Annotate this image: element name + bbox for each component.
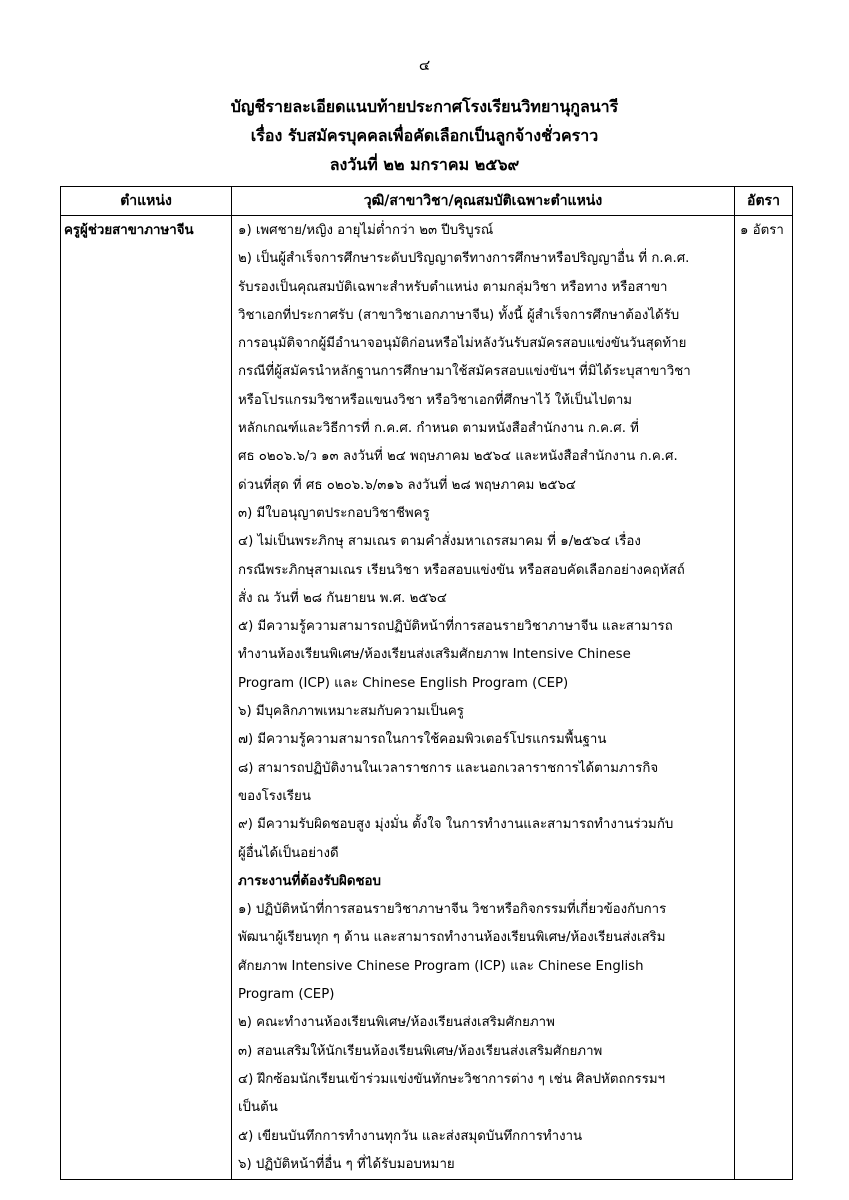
- qualification-line: ๒) เป็นผู้สำเร็จการศึกษาระดับปริญญาตรีทางการศึกษาหรือปริญญาอื่น ที่ ก.ค.ศ.: [238, 251, 690, 267]
- qualifications-cell: [232, 216, 735, 1180]
- qualification-line: ๙) มีความรับผิดชอบสูง มุ่งมั่น ตั้งใจ ในการทำงานและสามารถทำงานร่วมกับ: [238, 817, 674, 833]
- duty-line: Program (CEP): [238, 987, 335, 1003]
- qualification-line: สั่ง ณ วันที่ ๒๘ กันยายน พ.ศ. ๒๕๖๔: [238, 590, 447, 606]
- duties-title: ภาระงานที่ต้องรับผิดชอบ: [238, 873, 381, 889]
- qualification-line: ของโรงเรียน: [238, 788, 311, 804]
- qualification-line: วิชาเอกที่ประกาศรับ (สาขาวิชาเอกภาษาจีน) ทั้งนี้ ผู้สำเร็จการศึกษาต้องได้รับ: [238, 307, 680, 323]
- qualification-line: ทำงานห้องเรียนพิเศษ/ห้องเรียนส่งเสริมศักยภาพ Intensive Chinese: [238, 647, 631, 663]
- position-cell: ครูผู้ช่วยสาขาภาษาจีน: [61, 216, 232, 1180]
- qualification-line: Program (ICP) และ Chinese English Program (CEP): [238, 675, 569, 691]
- duty-lines: [238, 896, 730, 1179]
- qualification-table: [60, 186, 793, 1180]
- qualification-line: ๑) เพศชาย/หญิง อายุไม่ต่ำกว่า ๒๓ ปีบริบูรณ์: [238, 223, 494, 238]
- duty-line: ๖) ปฏิบัติหน้าที่อื่น ๆ ที่ได้รับมอบหมาย: [238, 1156, 455, 1172]
- heading-subject: เรื่อง รับสมัครบุคคลเพื่อคัดเลือกเป็นลูกจ้างชั่วคราว: [250, 126, 599, 145]
- duty-line: ๕) เขียนบันทึกการทำงานทุกวัน และส่งสมุดบันทึกการทำงาน: [238, 1128, 583, 1144]
- qualification-line: กรณีที่ผู้สมัครนำหลักฐานการศึกษามาใช้สมัครสอบแข่งขันฯ ที่มิได้ระบุสาขาวิชา: [238, 364, 691, 380]
- qualification-lines: [238, 217, 730, 868]
- duty-line: เป็นต้น: [238, 1100, 278, 1116]
- heading-title: บัญชีรายละเอียดแนบท้ายประกาศโรงเรียนวิทยานุกูลนารี: [230, 97, 619, 116]
- table-row: [61, 216, 793, 1180]
- duty-line: ๑) ปฏิบัติหน้าที่การสอนรายวิชาภาษาจีน วิชาหรือกิจกรรมที่เกี่ยวข้องกับการ: [238, 902, 667, 918]
- document-heading: [0, 92, 849, 179]
- header-rate: อัตรา: [735, 187, 793, 216]
- duty-line: ศักยภาพ Intensive Chinese Program (ICP) และ Chinese English: [238, 958, 644, 974]
- page-number: ๔: [418, 56, 431, 74]
- qualification-line: หรือโปรแกรมวิชาหรือแขนงวิชา หรือวิชาเอกที่ศึกษาไว้ ให้เป็นไปตาม: [238, 392, 633, 408]
- rate-cell: ๑ อัตรา: [735, 216, 793, 1180]
- qualification-line: รับรองเป็นคุณสมบัติเฉพาะสำหรับตำแหน่ง ตามกลุ่มวิชา หรือทาง หรือสาขา: [238, 279, 668, 295]
- heading-date: ลงวันที่ ๒๒ มกราคม ๒๕๖๙: [329, 155, 520, 174]
- qualification-line: ๘) สามารถปฏิบัติงานในเวลาราชการ และนอกเวลาราชการได้ตามภารกิจ: [238, 760, 659, 776]
- qualification-line: ด่วนที่สุด ที่ ศธ ๐๒๐๖.๖/๓๑๖ ลงวันที่ ๒๘ พฤษภาคม ๒๕๖๔: [238, 477, 576, 493]
- header-position: ตำแหน่ง: [61, 187, 232, 216]
- qualification-line: กรณีพระภิกษุสามเณร เรียนวิชา หรือสอบแข่งขัน หรือสอบคัดเลือกอย่างคฤหัสถ์: [238, 562, 685, 578]
- duty-line: ๔) ฝึกซ้อมนักเรียนเข้าร่วมแข่งขันทักษะวิชาการต่าง ๆ เช่น ศิลปหัตถกรรมฯ: [238, 1071, 666, 1087]
- qualification-line: ๖) มีบุคลิกภาพเหมาะสมกับความเป็นครู: [238, 704, 464, 720]
- qualification-line: หลักเกณฑ์และวิธีการที่ ก.ค.ศ. กำหนด ตามหนังสือสำนักงาน ก.ค.ศ. ที่: [238, 421, 639, 437]
- duty-line: ๓) สอนเสริมให้นักเรียนห้องเรียนพิเศษ/ห้องเรียนส่งเสริมศักยภาพ: [238, 1043, 603, 1059]
- qualification-line: ๕) มีความรู้ความสามารถปฏิบัติหน้าที่การสอนรายวิชาภาษาจีน และสามารถ: [238, 619, 673, 635]
- qualification-line: ผู้อื่นได้เป็นอย่างดี: [238, 845, 339, 861]
- qualification-line: ๓) มีใบอนุญาตประกอบวิชาชีพครู: [238, 505, 430, 521]
- qualification-line: ๗) มีความรู้ความสามารถในการใช้คอมพิวเตอร์โปรแกรมพื้นฐาน: [238, 732, 607, 748]
- duty-line: พัฒนาผู้เรียนทุก ๆ ด้าน และสามารถทำงานห้องเรียนพิเศษ/ห้องเรียนส่งเสริม: [238, 930, 666, 946]
- qualification-line: ๔) ไม่เป็นพระภิกษุ สามเณร ตามคำสั่งมหาเถรสมาคม ที่ ๑/๒๕๖๔ เรื่อง: [238, 534, 641, 550]
- table-header-row: [61, 187, 793, 216]
- duty-line: ๒) คณะทำงานห้องเรียนพิเศษ/ห้องเรียนส่งเสริมศักยภาพ: [238, 1015, 555, 1031]
- qualification-line: ศธ ๐๒๐๖.๖/ว ๑๓ ลงวันที่ ๒๔ พฤษภาคม ๒๕๖๔ และหนังสือสำนักงาน ก.ค.ศ.: [238, 449, 678, 465]
- header-qualifications: วุฒิ/สาขาวิชา/คุณสมบัติเฉพาะตำแหน่ง: [232, 187, 735, 216]
- qualification-line: การอนุมัติจากผู้มีอำนาจอนุมัติก่อนหรือไม่หลังวันรับสมัครสอบแข่งขันวันสุดท้าย: [238, 336, 687, 352]
